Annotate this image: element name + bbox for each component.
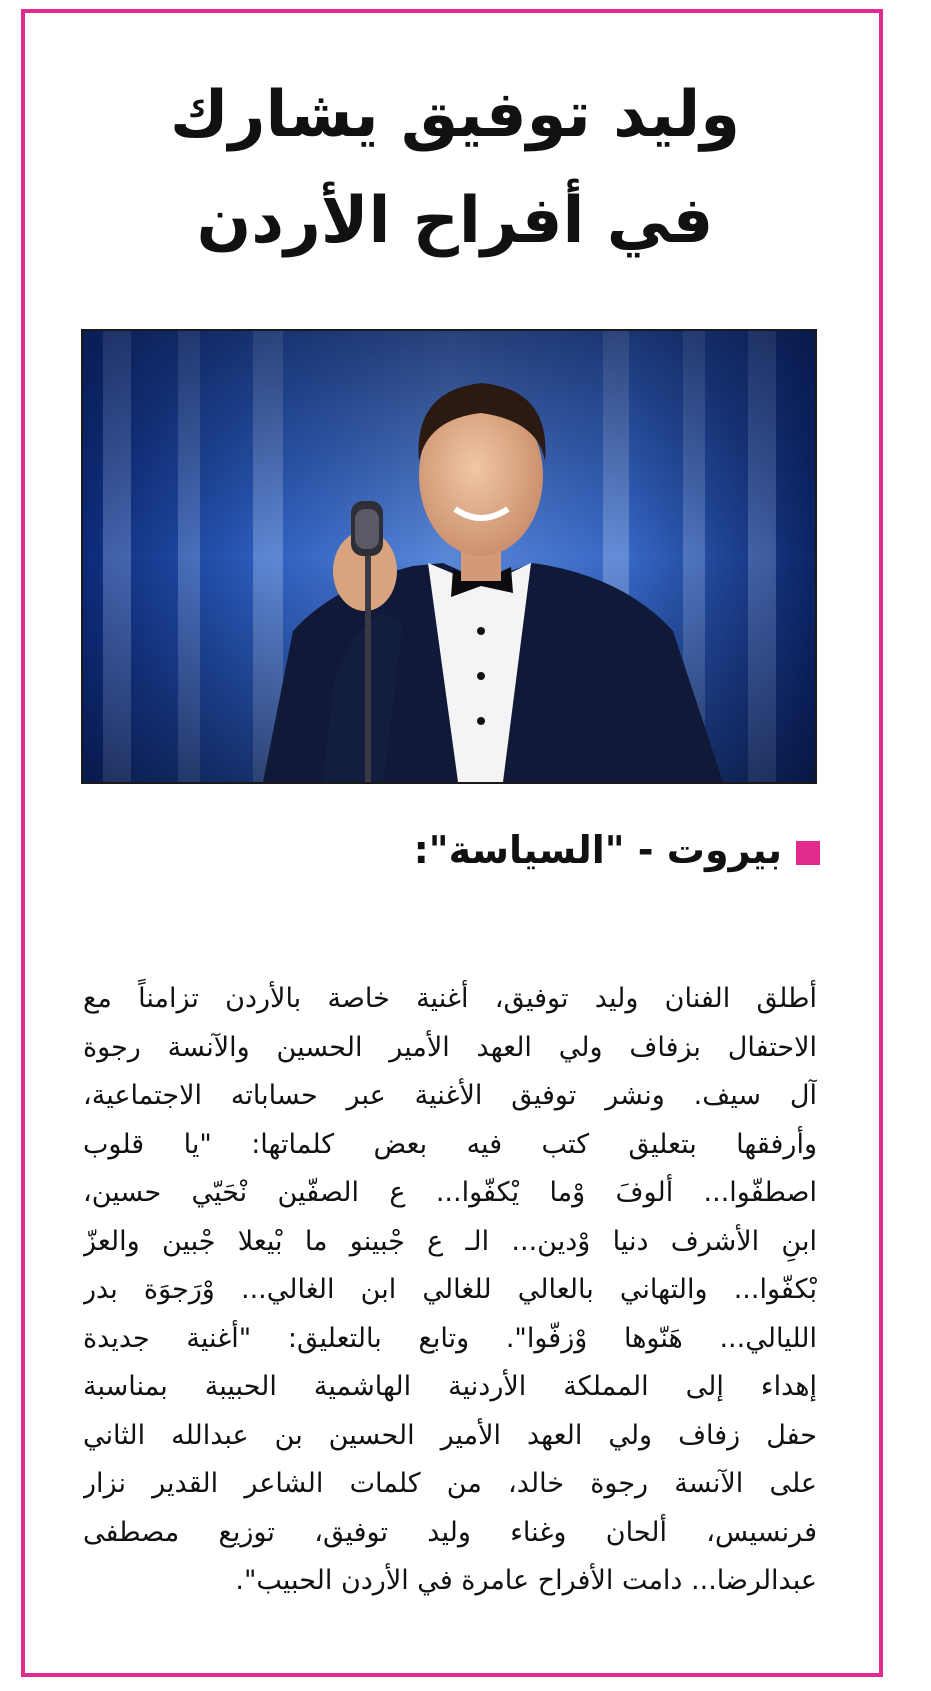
body-line: إهداء إلى المملكة الأردنية الهاشمية الحبيبة بمناسبة	[83, 1371, 817, 1402]
body-line: الاحتفال بزفاف ولي العهد الأمير الحسين والآنسة رجوة	[83, 1031, 817, 1063]
body-line: فرنسيس، ألحان وغناء وليد توفيق، توزيع مصطفى	[83, 1516, 817, 1548]
article-photo	[81, 329, 817, 784]
body-line: آل سيف. ونشر توفيق الأغنية عبر حساباته الاجتماعية،	[83, 1080, 817, 1111]
headline-line-2: في أفراح الأردن	[196, 184, 714, 258]
body-line: وأرفقها بتعليق كتب فيه بعض كلماتها: "يا قلوب	[83, 1128, 817, 1160]
body-line: عبدالرضا... دامت الأفراح عامرة في الأردن الحبيب".	[235, 1565, 817, 1596]
dateline-bullet	[796, 841, 820, 865]
article-headline	[60, 62, 850, 274]
body-line: اصطفّوا... ألوفَ وْما يْكفّوا... ع الصفّين نْحَيّي حسين،	[83, 1177, 817, 1208]
singer-photo-illustration	[83, 331, 815, 782]
dateline-text: بيروت - "السياسة":	[413, 828, 782, 872]
body-line: ابنِ الأشرف دنيا وْدين... الـ ع جْبينو ما بْيعلا جْبين والعزّ	[83, 1225, 817, 1257]
headline-line-1: وليد توفيق يشارك	[169, 78, 741, 152]
body-line: أطلق الفنان وليد توفيق، أغنية خاصة بالأردن تزامناً مع	[83, 983, 817, 1014]
body-line: حفل زفاف ولي العهد الأمير الحسين بن عبدالله الثاني	[83, 1419, 817, 1451]
body-line: بْكفّوا... والتهاني بالعالي للغالي ابن الغالي... وْرَجوَة بدر	[83, 1274, 817, 1305]
body-line: على الآنسة رجوة خالد، من كلمات الشاعر القدير نزار	[83, 1468, 817, 1499]
article-body	[83, 975, 817, 1606]
body-line: الليالي... هَنّوها وْزفّوا". وتابع بالتعليق: "أغنية جديدة	[83, 1322, 817, 1354]
article-dateline	[120, 820, 820, 880]
